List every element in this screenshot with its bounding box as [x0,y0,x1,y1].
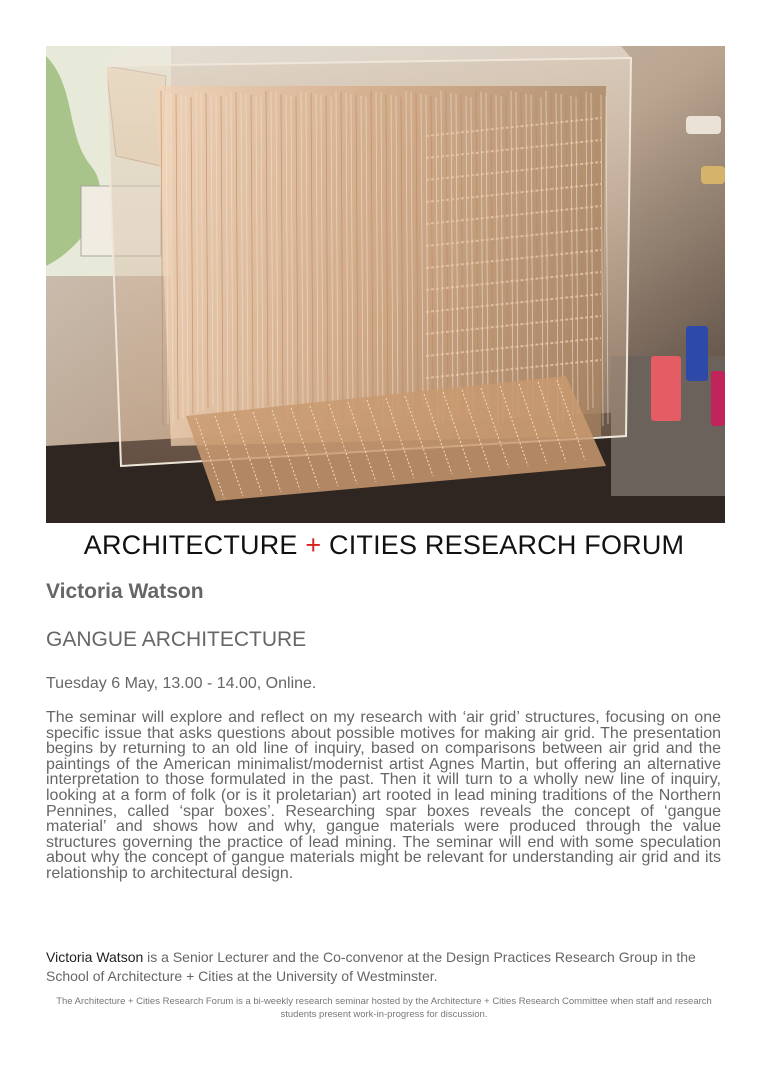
bio-text: is a Senior Lecturer and the Co-convenor at the Design Practices Research Group in the School of Architecture + Cities at the University of Westminster. [46,949,696,984]
forum-title-plus: + [305,530,322,560]
event-datetime: Tuesday 6 May, 13.00 - 14.00, Online. [46,675,317,692]
speaker-name: Victoria Watson [46,580,204,603]
spool-magenta [711,371,725,426]
talk-title: GANGUE ARCHITECTURE [46,628,307,651]
footer-note: The Architecture + Cities Research Forum is a bi-weekly research seminar hosted by the Architecture + Cities Research Committee when staff and research students present work-in-progress for discussion. [56,996,712,1020]
spool-blue [686,326,708,381]
forum-title-part1: ARCHITECTURE [83,530,298,560]
abstract-paragraph: The seminar will explore and reflect on my research with ‘air grid’ structures, focusing on one specific issue that asks questions about possible motives for making air grid. The presentation begins by returning to an old line of inquiry, based on comparisons between air grid and the paintings of the American minimalist/modernist artist Agnes Martin, but offering an alternative interpretation to those formulated in the past. Then it will turn to a wholly new line of inquiry, looking at a form of folk (or is it proletarian) art rooted in lead mining traditions of the Northern Pennines, called ‘spar boxes’. Researching spar boxes reveals the concept of ‘gangue material’ and shows how and why, gangue materials were produced through the value structures governing the practice of lead mining. The seminar will end with some speculation about why the concept of gangue materials might be relevant for understanding air grid and its relationship to architectural design. [46,709,721,882]
forum-title-part2: CITIES RESEARCH FORUM [329,530,685,560]
bio-name: Victoria Watson [46,949,144,965]
speaker-bio [46,948,726,986]
air-grid-photo [46,46,725,523]
spool-red [651,356,681,421]
hero-photo [46,46,725,523]
forum-title [0,530,768,561]
